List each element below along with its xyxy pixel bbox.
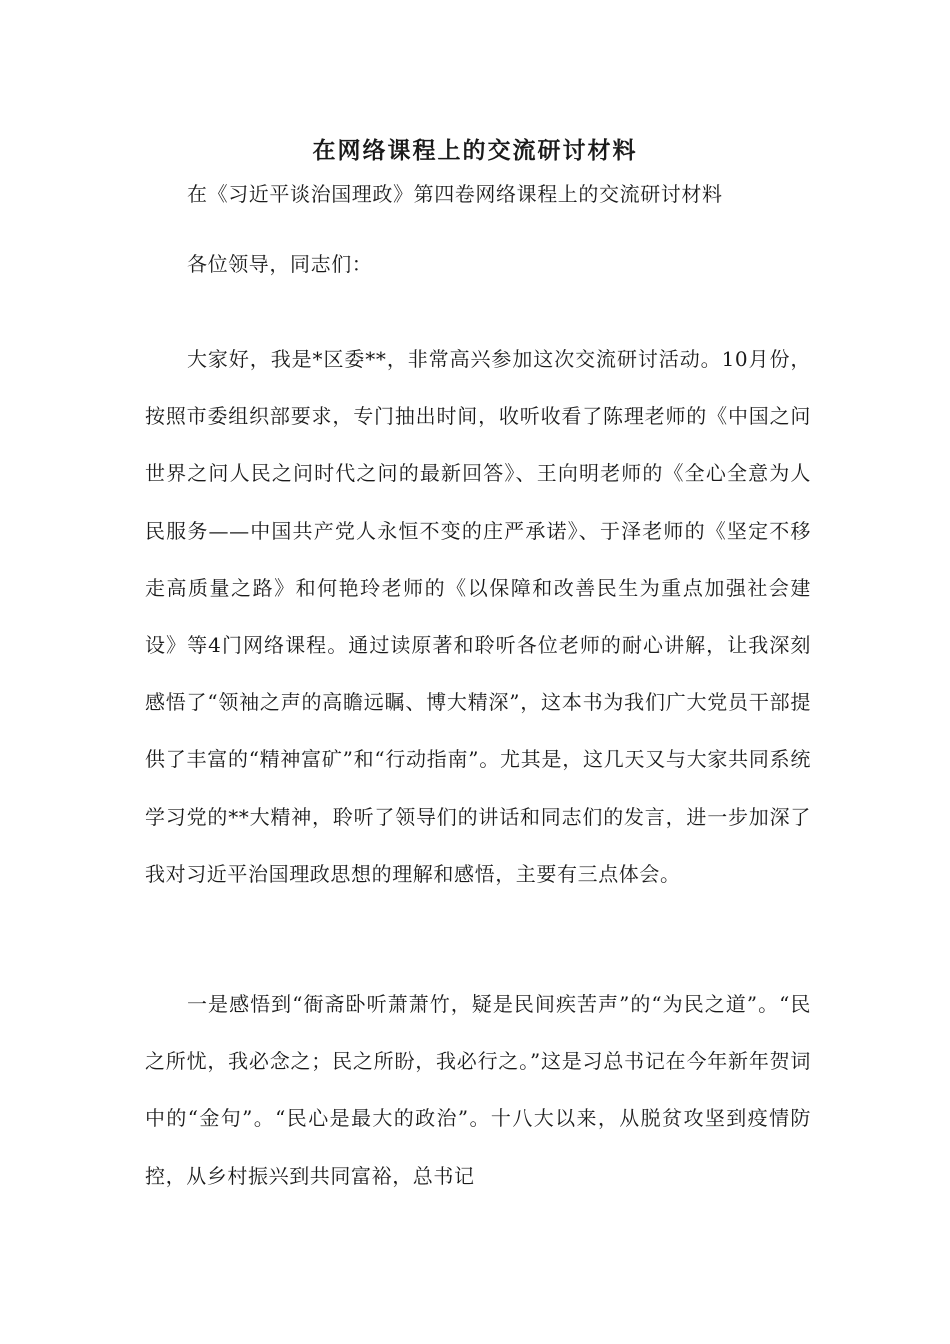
document-title: 在网络课程上的交流研讨材料: [312, 137, 638, 164]
body-paragraph-1: 大家好，我是*区委**，非常高兴参加这次交流研讨活动。10月份，按照市委组织部要求，专门抽出时间，收听收看了陈理老师的《中国之问世界之问人民之问时代之问的最新回答》、王向明老师的《全心全意为人民服务——中国共产党人永恒不变的庄严承诺》、于泽老师的《坚定不移走高质量之路》和何艳玲老师的《以保障和改善民生为重点加强社会建设》等4门网络课程。通过读原著和聆听各位老师的耐心讲解，让我深刻感悟了“领袖之声的高瞻远瞩、博大精深”，这本书为我们广大党员干部提供了丰富的“精神富矿”和“行动指南”。尤其是，这几天又与大家共同系统学习党的**大精神，聆听了领导们的讲话和同志们的发言，进一步加深了我对习近平治国理政思想的理解和感悟，主要有三点体会。: [145, 347, 811, 886]
body-paragraph-2: 一是感悟到“衙斋卧听萧萧竹，疑是民间疾苦声”的“为民之道”。“民之所忧，我必念之；民之所盼，我必行之。”这是习总书记在今年新年贺词中的“金句”。“民心是最大的政治”。十八大以来，从脱贫攻坚到疫情防控，从乡村振兴到共同富裕，总书记: [145, 992, 811, 1188]
document-subtitle: 在《习近平谈治国理政》第四卷网络课程上的交流研讨材料: [187, 182, 723, 206]
salutation: 各位领导，同志们：: [187, 252, 373, 276]
